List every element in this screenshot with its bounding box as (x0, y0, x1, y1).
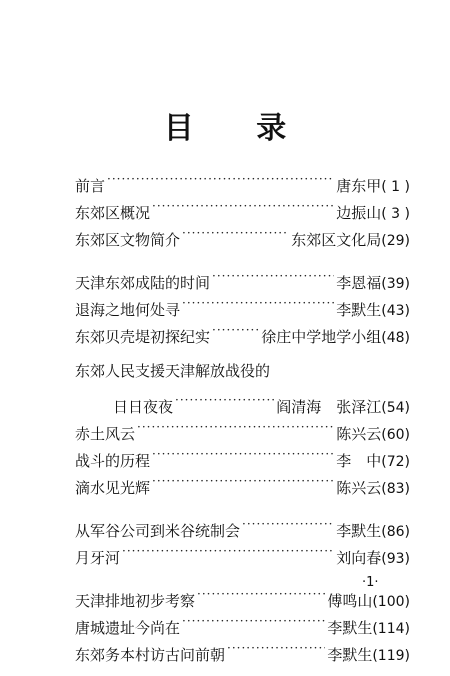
entry-title: 赤土风云 (75, 425, 136, 443)
entry-title: 月牙河 (75, 549, 121, 567)
entry-author: 李 中 (336, 452, 382, 470)
dot-leader (242, 509, 334, 536)
entry-page: (29) (381, 233, 410, 249)
dot-leader (122, 536, 334, 563)
entry-title: 唐城遗址今尚在 (75, 619, 181, 637)
entry-title: 东郊人民支援天津解放战役的 (75, 362, 271, 380)
entry-title: 战斗的历程 (75, 452, 151, 470)
entry-page: (93) (381, 551, 410, 567)
dot-leader (197, 579, 325, 606)
dot-leader (152, 466, 334, 493)
entry-title: 天津东郊成陆的时间 (75, 274, 211, 292)
entry-author: 边振山 (336, 204, 382, 222)
dot-leader (107, 164, 334, 191)
dot-leader (212, 261, 334, 288)
entry-author: 李默生 (336, 301, 382, 319)
entry-author: 阎清海 张泽江 (276, 398, 382, 416)
dot-leader (182, 288, 334, 315)
toc-group (75, 164, 410, 249)
entry-page: (114) (372, 621, 410, 637)
entry-page: ( 3 ) (381, 206, 410, 222)
entry-title: 前言 (75, 177, 106, 195)
entry-title: 东郊务本村访古问前朝 (75, 646, 226, 664)
entry-author: 李默生 (327, 619, 373, 637)
entry-title: 东郊区文物简介 (75, 231, 181, 249)
dot-leader (182, 606, 325, 633)
entry-title: 东郊贝壳堤初探纪实 (75, 328, 211, 346)
entry-author: 李默生 (327, 646, 373, 664)
table-of-contents (75, 164, 410, 676)
dot-leader (212, 315, 259, 342)
entry-page: (100) (372, 594, 410, 610)
dot-leader (137, 412, 334, 439)
entry-page: (86) (381, 524, 410, 540)
dot-leader (182, 218, 289, 245)
toc-entry[interactable] (75, 358, 410, 385)
toc-group (75, 579, 410, 664)
entry-author: 唐东甲 (336, 177, 382, 195)
entry-page: (119) (372, 648, 410, 664)
dot-leader (227, 633, 325, 660)
entry-page: (60) (381, 427, 410, 443)
toc-entry[interactable] (75, 509, 410, 540)
entry-page: ( 1 ) (381, 179, 410, 195)
dot-leader (152, 439, 334, 466)
entry-page: (54) (381, 400, 410, 416)
toc-group (75, 358, 410, 497)
dot-leader (152, 191, 334, 218)
toc-entry[interactable] (75, 385, 410, 416)
entry-author: 陈兴云 (336, 479, 382, 497)
entry-page: (43) (381, 303, 410, 319)
toc-entry[interactable] (75, 261, 410, 292)
entry-title: 从军谷公司到米谷统制会 (75, 522, 241, 540)
entry-author: 徐庄中学地学小组 (261, 328, 382, 346)
entry-author: 李默生 (336, 522, 382, 540)
page-title: 目 录 (163, 111, 313, 146)
entry-author: 傅鸣山 (327, 592, 373, 610)
toc-entry[interactable] (75, 164, 410, 195)
entry-page: (39) (381, 276, 410, 292)
toc-group (75, 509, 410, 567)
toc-entry[interactable] (75, 579, 410, 610)
toc-group (75, 261, 410, 346)
entry-title: 天津排地初步考察 (75, 592, 196, 610)
entry-author: 刘向春 (336, 549, 382, 567)
entry-title: 滴水见光辉 (75, 479, 151, 497)
entry-author: 陈兴云 (336, 425, 382, 443)
entry-author: 李恩福 (336, 274, 382, 292)
entry-title: 退海之地何处寻 (75, 301, 181, 319)
dot-leader (175, 385, 274, 412)
entry-page: (72) (381, 454, 410, 470)
page-number: ·1· (362, 575, 379, 590)
entry-author: 东郊区文化局 (291, 231, 382, 249)
entry-page: (83) (381, 481, 410, 497)
entry-title: 东郊区概况 (75, 204, 151, 222)
entry-title: 日日夜夜 (113, 398, 174, 416)
entry-page: (48) (381, 330, 410, 346)
